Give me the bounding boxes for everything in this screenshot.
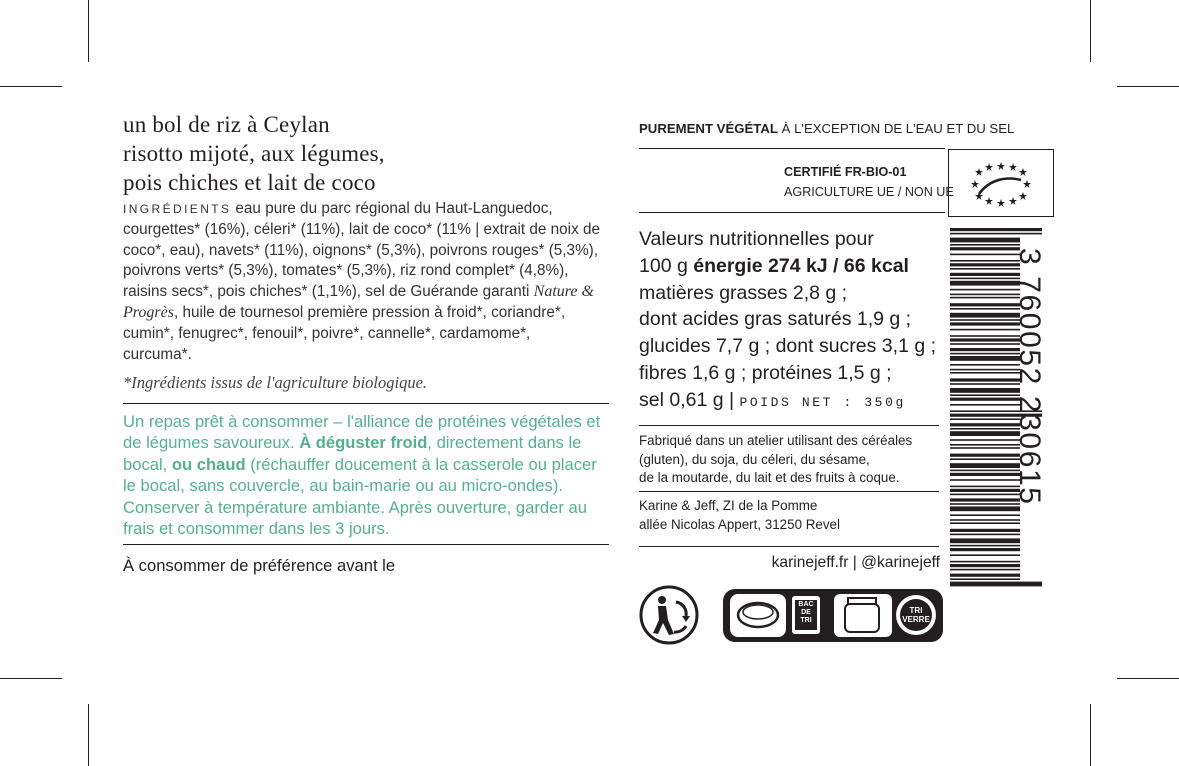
nutrition-line: fibres 1,6 g ; protéines 1,5 g ;: [639, 361, 892, 384]
ingredients-text: eau pure du parc régional du Haut-Languedoc, courgettes* (16%), céleri* (11%), lait de coco* (11% | extrait de noix de coco*, eau), navets* (11%), oignons* (5,3%), poivrons rouges* (5,3%), poivrons verts* (5,3%), tomates* (5,3%), riz rond complet* (4,8%), raisins secs*, pois chiches* (1,1%), sel de Guérande garanti: [123, 200, 600, 301]
nutrition-line: [639, 253, 949, 280]
certification: [784, 162, 954, 201]
barcode-bar: [950, 470, 1020, 472]
barcode-bar: [950, 582, 1042, 587]
barcode-bar: [950, 356, 1020, 361]
barcode-bar: [950, 458, 1020, 460]
barcode-bar: [950, 519, 1020, 521]
barcode-bar: [950, 303, 1020, 306]
divider: [639, 148, 945, 149]
vegan-statement: [639, 121, 1014, 136]
barcode-bar: [950, 348, 1020, 351]
net-weight: POIDS NET : 350g: [739, 394, 906, 410]
allergen-statement: [639, 432, 939, 488]
product-title: [123, 110, 543, 197]
barcode-bar: [950, 297, 1020, 299]
barcode-bar: [950, 564, 1020, 567]
tri-verre-label: TRI VERRE: [902, 606, 930, 624]
barcode-bar: [950, 545, 1020, 547]
barcode-bar: [950, 244, 1020, 246]
barcode-bar: [950, 294, 1020, 296]
barcode-bar: [950, 574, 1020, 577]
barcode-bar: [950, 322, 1020, 325]
nutrition-facts: [639, 226, 949, 417]
barcode-bar: [950, 548, 1020, 551]
usage-hot: ou chaud: [171, 454, 246, 474]
barcode-bar: [950, 486, 1020, 488]
ingredients-text-2: , huile de tournesol première pression à froid*, coriandre*, cumin*, fenugrec*, fenouil*, poivre*, cannelle*, cardamome*, curcuma*.: [123, 303, 566, 363]
barcode-bar: [950, 529, 1020, 532]
allergen-line: de la moutarde, du lait et des fruits à coque.: [639, 470, 900, 485]
barcode-bar: [950, 254, 1020, 256]
usage-text: , directement dans le bocal,: [123, 433, 582, 474]
organic-note: *Ingrédients issus de l'agriculture biologique.: [123, 373, 428, 392]
barcode-bar: [950, 281, 1020, 286]
barcode-bar: [950, 263, 1020, 266]
usage-instructions: [123, 411, 603, 539]
barcode-bar: [950, 534, 1020, 536]
cert-line: CERTIFIÉ FR-BIO-01: [784, 165, 907, 179]
address-line: allée Nicolas Appert, 31250 Revel: [639, 517, 840, 532]
barcode-bar: [950, 423, 1020, 426]
barcode-bar: [950, 479, 1020, 481]
crop-mark: [0, 86, 62, 87]
crop-mark: [1090, 704, 1091, 766]
barcode-bar: [950, 268, 1020, 270]
allergen-line: Fabriqué dans un atelier utilisant des céréales: [639, 433, 913, 448]
barcode-bar: [950, 364, 1020, 366]
barcode-bar: [950, 498, 1020, 501]
barcode-bar: [950, 313, 1020, 318]
barcode-bar: [950, 289, 1020, 291]
barcode-bar: [950, 273, 1020, 276]
usage-text: Un repas prêt à consommer – l'alliance de protéines végétales et de légumes savoureux.: [123, 412, 601, 453]
address-line: Karine & Jeff, ZI de la Pomme: [639, 498, 818, 513]
barcode-bar: [950, 554, 1020, 556]
eu-organic-leaf-icon: [948, 149, 1054, 217]
barcode-bar: [950, 238, 1020, 243]
barcode-bar: [950, 506, 1020, 511]
barcode-bar: [950, 439, 1020, 441]
separator: |: [723, 388, 740, 411]
barcode-bar: [950, 473, 1020, 476]
barcode-bar: [950, 569, 1020, 571]
barcode-bar: [950, 343, 1020, 345]
title-line: pois chiches et lait de coco: [123, 170, 376, 195]
barcode-bar: [950, 353, 1020, 355]
manufacturer-address: [639, 496, 939, 534]
barcode-bar: [950, 428, 1020, 430]
nutrition-line: glucides 7,7 g ; dont sucres 3,1 g ;: [639, 335, 937, 358]
website-social: karinejeff.fr | @karinejeff: [771, 554, 940, 571]
crop-mark: [88, 0, 89, 62]
ingredients-block: [123, 199, 601, 365]
barcode-bar: [950, 394, 1020, 396]
barcode-number: 3 760052 230615: [1013, 248, 1046, 506]
barcode-bar: [950, 388, 1020, 393]
barcode-bar: [950, 431, 1020, 436]
crop-mark: [88, 704, 89, 766]
barcode-bar: [950, 233, 1042, 235]
ingredients-brand: Nature & Progrès: [123, 283, 594, 321]
divider: [123, 403, 609, 404]
usage-cold: À déguster froid: [299, 433, 428, 453]
barcode-bar: [950, 335, 1020, 337]
title-line: un bol de riz à Ceylan: [123, 112, 330, 137]
barcode-bar: [950, 418, 1020, 420]
barcode-bar: [950, 369, 1020, 371]
barcode-bar: [950, 447, 1020, 449]
vegan-rest: À L'EXCEPTION DE L'EAU ET DU SEL: [777, 121, 1015, 136]
usage-text: (réchauffer doucement à la casserole ou placer le bocal, sans couvercle, au bain-marie ou au micro-ondes). Conserver à température ambiante. Après ouverture, garder au frais et consommer dans les 3 jours.: [123, 454, 597, 539]
divider: [123, 544, 609, 545]
bac-de-tri-label: BAC DE TRI: [798, 601, 814, 624]
crop-mark: [0, 678, 62, 679]
barcode-bar: [950, 463, 1020, 468]
crop-mark: [1117, 678, 1179, 679]
barcode-bar: [950, 404, 1020, 406]
barcode-bar: [950, 228, 1042, 231]
title-line: risotto mijoté, aux légumes,: [123, 141, 385, 166]
divider: [639, 212, 945, 213]
vegan-bold: PUREMENT VÉGÉTAL: [639, 121, 778, 136]
recycling-panel: [722, 588, 944, 643]
nutrition-line: matières grasses 2,8 g ;: [639, 281, 848, 304]
barcode-bar: [950, 454, 1020, 457]
cert-line: AGRICULTURE UE / NON UE: [784, 185, 954, 199]
barcode-bar: [950, 372, 1020, 374]
barcode-bar: [950, 383, 1020, 385]
barcode-bar: [950, 489, 1020, 492]
ingredients-label: INGRÉDIENTS: [123, 202, 232, 216]
nutrition-salt: sel 0,61 g: [639, 388, 724, 411]
triman-icon: [638, 584, 700, 646]
divider: [639, 546, 939, 547]
barcode-bar: [950, 561, 1020, 563]
barcode-bar: [950, 444, 1020, 446]
barcode-bar: [950, 514, 1020, 516]
barcode-bar: [950, 378, 1020, 381]
barcode-bar: [950, 319, 1020, 321]
barcode-bar: [950, 538, 1020, 543]
barcode-bar: [950, 329, 1020, 331]
nutrition-line: dont acides gras saturés 1,9 g ;: [639, 308, 912, 331]
barcode-bar: [950, 503, 1020, 505]
barcode-bar: [950, 247, 1020, 250]
divider: [639, 491, 939, 492]
nutrition-line: [639, 387, 949, 417]
barcode-bar: [950, 578, 1020, 580]
nutrition-line: Valeurs nutritionnelles pour: [639, 228, 874, 250]
barcode-bar: [950, 398, 1020, 401]
best-before: À consommer de préférence avant le: [123, 556, 396, 575]
allergen-line: (gluten), du soja, du céleri, du sésame,: [639, 451, 870, 467]
crop-mark: [1090, 0, 1091, 62]
barcode-bar: [950, 338, 1020, 341]
barcode-bar: [950, 308, 1020, 310]
crop-mark: [1117, 86, 1179, 87]
nutrition-per: 100 g: [639, 254, 694, 277]
barcode-bar: [950, 494, 1020, 496]
barcode-bar: [950, 522, 1020, 524]
nutrition-energy: énergie 274 kJ / 66 kcal: [693, 254, 909, 277]
divider: [639, 425, 939, 426]
barcode-bar: [950, 278, 1020, 280]
barcode-bar: [950, 260, 1020, 262]
